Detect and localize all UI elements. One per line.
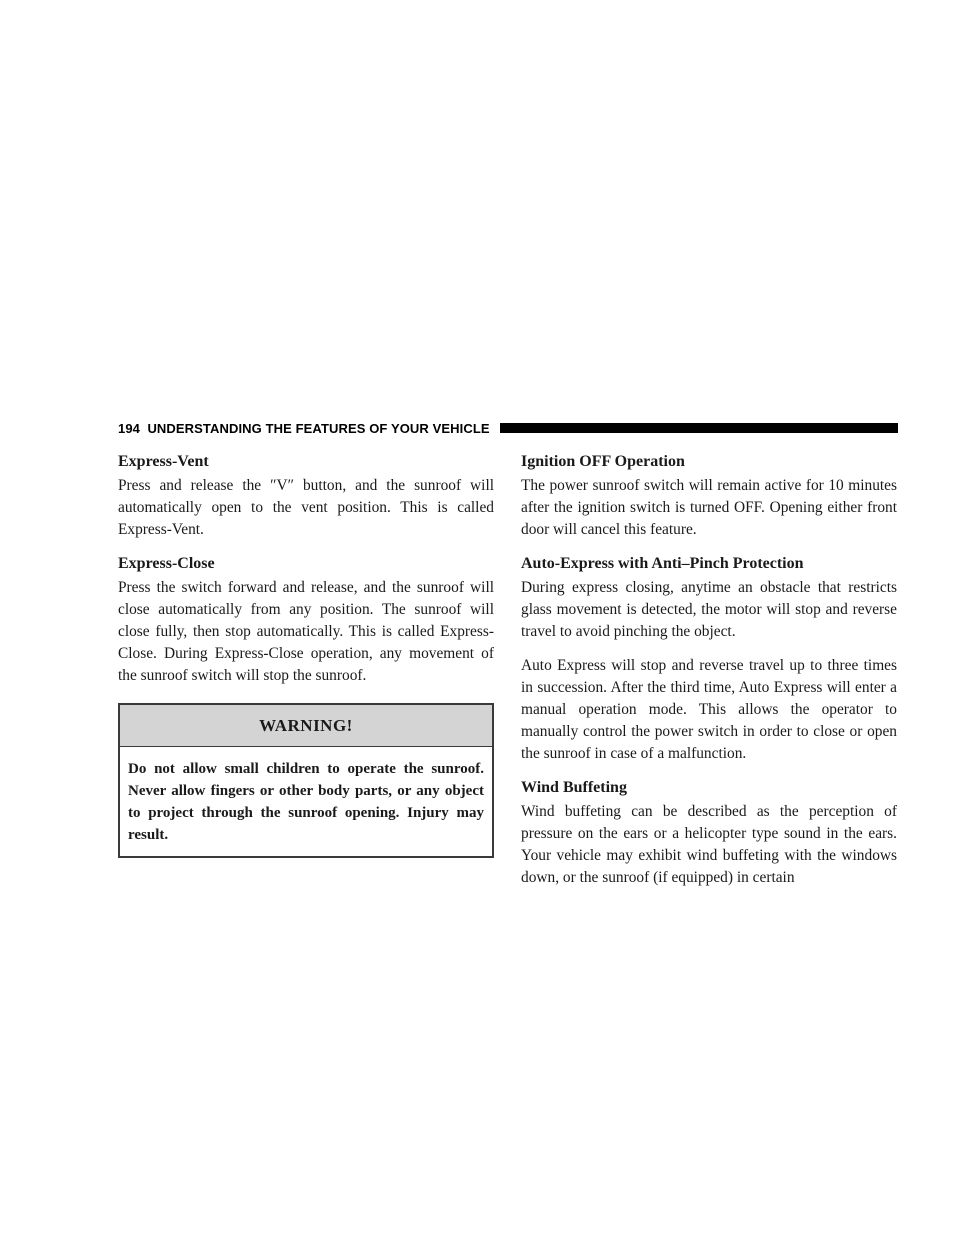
express-vent-body: Press and release the ″V″ button, and the sunroof will automatically open to the vent position. This is called Express-Vent.	[118, 477, 494, 538]
wind-buffeting-heading: Wind Buffeting	[521, 779, 627, 796]
section-title: UNDERSTANDING THE FEATURES OF YOUR VEHICLE	[147, 420, 490, 436]
page-number: 194	[118, 420, 140, 436]
header-rule	[500, 423, 898, 433]
left-column	[118, 451, 494, 858]
right-column	[521, 451, 897, 901]
ignition-off-heading: Ignition OFF Operation	[521, 453, 685, 470]
auto-express-body-2: Auto Express will stop and reverse travel up to three times in succession. After the third time, Auto Express will enter a manual operation mode. This allows the operator to manually control the power switch in order to close or open the sunroof in case of a malfunction.	[521, 657, 897, 762]
express-close-body: Press the switch forward and release, and the sunroof will close automatically from any position. The sunroof will close fully, then stop automatically. This is called Express-Close. During Express-Close operation, any movement of the sunroof switch will stop the sunroof.	[118, 579, 494, 684]
page-header	[118, 418, 898, 438]
ignition-off-body: The power sunroof switch will remain active for 10 minutes after the ignition switch is turned OFF. Opening either front door will cancel this feature.	[521, 477, 897, 538]
wind-buffeting-body: Wind buffeting can be described as the perception of pressure on the ears or a helicopter type sound in the ears. Your vehicle may exhibit wind buffeting with the windows down, or the sunroof (if equipped) in certain	[521, 803, 897, 886]
express-close-heading: Express-Close	[118, 555, 215, 572]
warning-body: Do not allow small children to operate the sunroof. Never allow fingers or other body parts, or any object to project through the sunroof opening. Injury may result.	[128, 761, 484, 843]
header-text	[118, 421, 490, 436]
warning-box	[118, 703, 494, 858]
express-vent-heading: Express-Vent	[118, 453, 209, 470]
warning-title: WARNING!	[120, 705, 492, 747]
auto-express-body-1: During express closing, anytime an obstacle that restricts glass movement is detected, the motor will stop and reverse travel to avoid pinching the object.	[521, 579, 897, 640]
auto-express-heading: Auto-Express with Anti–Pinch Protection	[521, 555, 804, 572]
